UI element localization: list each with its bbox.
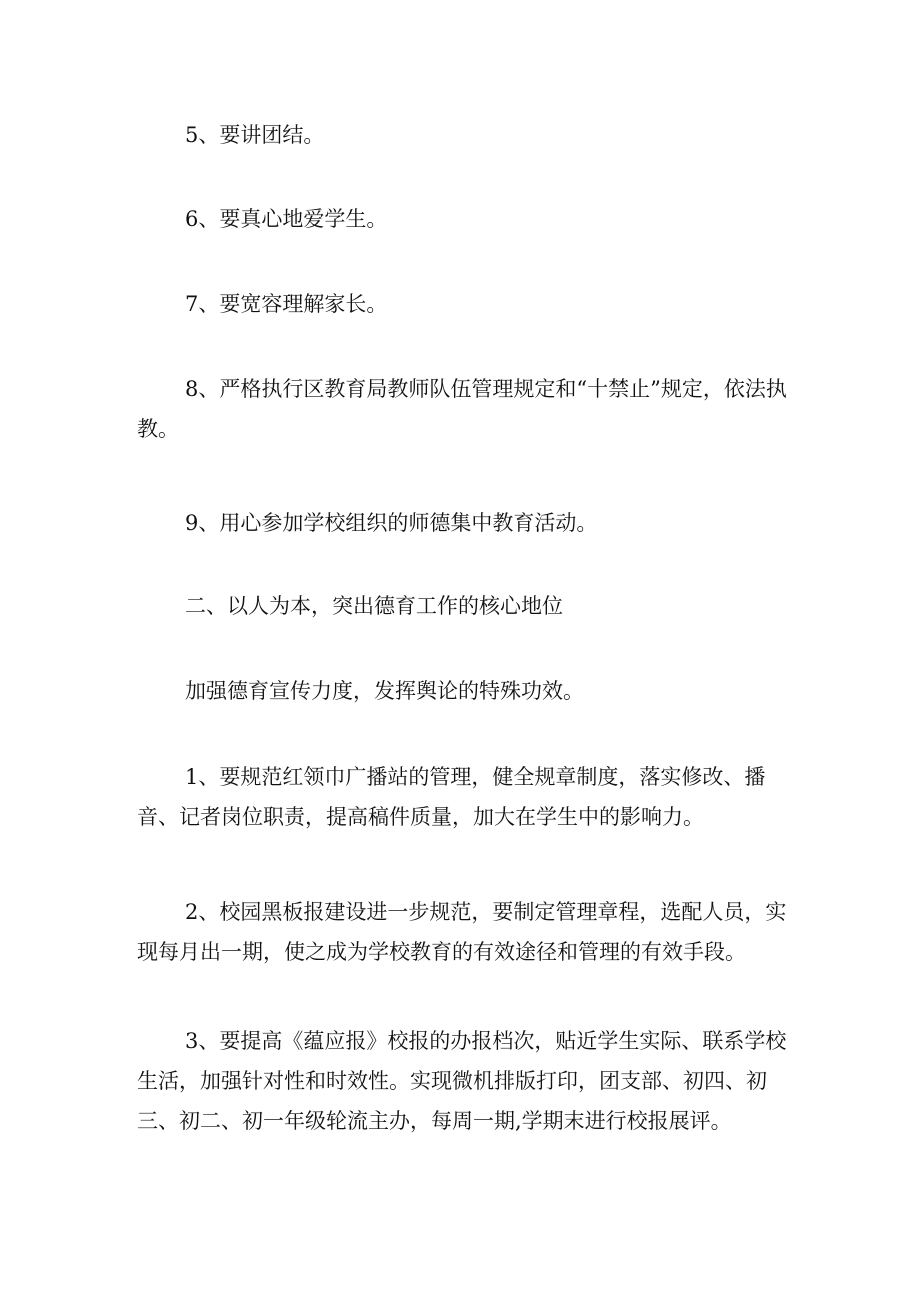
paragraph-item-5: 5、要讲团结。 — [185, 123, 325, 147]
paragraph-item-7: 7、要宽容理解家长。 — [185, 292, 388, 316]
paragraph-item-9: 9、用心参加学校组织的师德集中教育活动。 — [185, 511, 598, 535]
paragraph-item-3: 3、要提高《蕴应报》校报的办报档次，贴近学生实际、联系学校生活，加强针对性和时效性。实现微机排版打印，团支部、初四、初三、初二、初一年级轮流主办，每周一期,学期末进行校报展评。 — [137, 1029, 787, 1133]
paragraph-item-6: 6、要真心地爱学生。 — [185, 207, 388, 231]
paragraph-item-1: 1、要规范红领巾广播站的管理，健全规章制度，落实修改、播音、记者岗位职责，提高稿件质量，加大在学生中的影响力。 — [137, 765, 766, 829]
section-heading: 二、以人为本，突出德育工作的核心地位 — [185, 594, 563, 618]
paragraph-item-8: 8、严格执行区教育局教师队伍管理规定和“十禁止”规定，依法执教。 — [137, 377, 787, 441]
paragraph-item-2: 2、校园黑板报建设进一步规范，要制定管理章程，选配人员，实现每月出一期，使之成为学校教育的有效途径和管理的有效手段。 — [137, 900, 787, 964]
section-intro: 加强德育宣传力度，发挥舆论的特殊功效。 — [185, 679, 584, 703]
